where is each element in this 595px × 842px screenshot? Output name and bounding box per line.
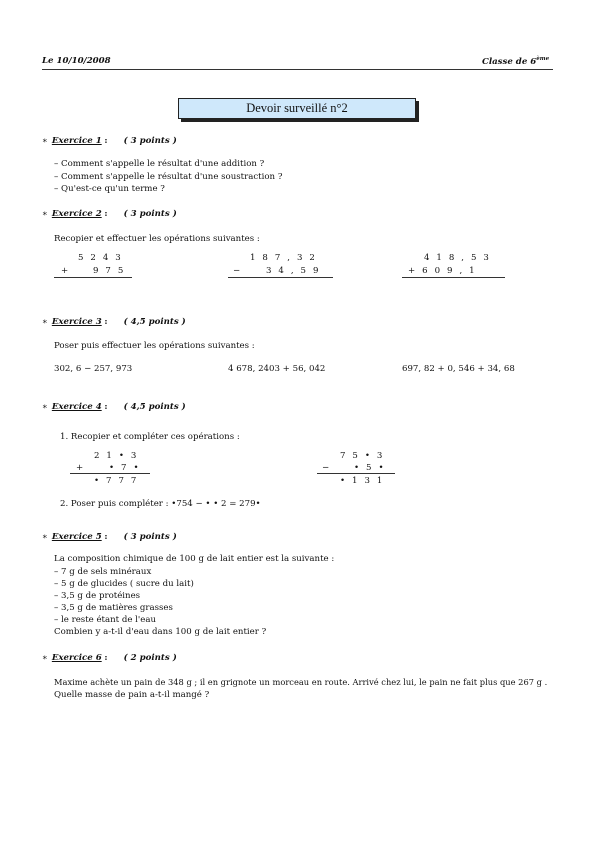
ex4-opA-mid: • 7 •	[109, 463, 140, 473]
ex2-op1-sign: +	[61, 266, 69, 276]
ex2-op1-rule	[54, 277, 132, 278]
ex2-op2-sign: −	[233, 266, 241, 276]
ex3-op-2: 4 678, 2403 + 56, 042	[228, 364, 326, 374]
header-date: Le 10/10/2008	[42, 56, 111, 66]
ex2-intro: Recopier et effectuer les opérations suivantes :	[54, 234, 260, 244]
header-class-sup: ème	[536, 56, 550, 62]
header-rule	[42, 69, 553, 70]
exercise-5-heading: ∗ Exercice 5 : ( 3 points )	[42, 532, 177, 542]
exercise-6-points: ( 2 points )	[123, 653, 177, 663]
exercise-5-label: Exercice 5	[51, 532, 102, 542]
ex1-question-3: – Qu'est-ce qu'un terme ?	[54, 184, 165, 194]
ex5-line-2: – 7 g de sels minéraux	[54, 567, 152, 577]
ex2-op2-top: 1 8 7 , 3 2	[250, 253, 316, 263]
exercise-1-points: ( 3 points )	[123, 136, 177, 146]
ex4-opB-mid: • 5 •	[354, 463, 385, 473]
exercise-2-heading: ∗ Exercice 2 : ( 3 points )	[42, 209, 177, 219]
ex3-op-3: 697, 82 + 0, 546 + 34, 68	[402, 364, 515, 374]
ex2-op3-bottom: + 6 0 9 , 1	[408, 266, 476, 276]
ex3-intro: Poser puis effectuer les opérations suivantes :	[54, 341, 255, 351]
exercise-2-label: Exercice 2	[51, 209, 102, 219]
ex5-line-7: Combien y a-t-il d'eau dans 100 g de lait entier ?	[54, 627, 267, 637]
ex4-opB-result: • 1 3 1	[340, 476, 383, 486]
exercise-6-label: Exercice 6	[51, 653, 102, 663]
ex4-opA-result: • 7 7 7	[94, 476, 137, 486]
star-bullet: ∗	[42, 317, 48, 327]
exercise-3-points: ( 4,5 points )	[123, 317, 186, 327]
star-bullet: ∗	[42, 209, 48, 219]
star-bullet: ∗	[42, 653, 48, 663]
exercise-6-heading: ∗ Exercice 6 : ( 2 points )	[42, 653, 177, 663]
header-class	[482, 56, 549, 67]
ex4-question-1: 1. Recopier et compléter ces opérations :	[60, 432, 240, 442]
exercise-5-points: ( 3 points )	[123, 532, 177, 542]
ex2-op1-top: 5 2 4 3	[78, 253, 122, 263]
ex4-opA-rule	[70, 473, 150, 474]
header-class-text: Classe de 6	[482, 56, 537, 67]
ex4-opA-top: 2 1 • 3	[94, 451, 137, 461]
ex5-line-4: – 3,5 g de protéines	[54, 591, 141, 601]
ex4-opB-sign: −	[322, 463, 330, 473]
page-title: Devoir surveillé n°2	[178, 98, 416, 119]
exercise-1-heading: ∗ Exercice 1 : ( 3 points )	[42, 136, 177, 146]
ex2-op2-rule	[228, 277, 333, 278]
star-bullet: ∗	[42, 402, 48, 412]
exercise-1-label: Exercice 1	[51, 136, 102, 146]
ex2-op3-top: 4 1 8 , 5 3	[424, 253, 490, 263]
ex5-line-1: La composition chimique de 100 g de lait entier est la suivante :	[54, 554, 335, 564]
exercise-3-label: Exercice 3	[51, 317, 102, 327]
ex1-question-2: – Comment s'appelle le résultat d'une soustraction ?	[54, 172, 283, 182]
ex5-line-3: – 5 g de glucides ( sucre du lait)	[54, 579, 194, 589]
exercise-4-heading: ∗ Exercice 4 : ( 4,5 points )	[42, 402, 186, 412]
ex4-opA-sign: +	[76, 463, 84, 473]
exercise-3-heading: ∗ Exercice 3 : ( 4,5 points )	[42, 317, 186, 327]
star-bullet: ∗	[42, 136, 48, 146]
ex5-line-6: – le reste étant de l'eau	[54, 615, 157, 625]
ex4-opB-top: 7 5 • 3	[340, 451, 383, 461]
ex4-question-2: 2. Poser puis compléter : •754 − • • 2 = 279•	[60, 499, 261, 509]
ex4-opB-rule	[317, 473, 395, 474]
ex6-line-1: Maxime achète un pain de 348 g ; il en grignote un morceau en route. Arrivé chez lui, le pain ne fait plus que 267 g .	[54, 677, 548, 687]
ex1-question-1: – Comment s'appelle le résultat d'une addition ?	[54, 159, 265, 169]
ex2-op1-bottom: 9 7 5	[93, 266, 124, 276]
ex2-op2-bottom: 3 4 , 5 9	[266, 266, 319, 276]
exercise-2-points: ( 3 points )	[123, 209, 177, 219]
ex3-op-1: 302, 6 − 257, 973	[54, 364, 133, 374]
ex5-line-5: – 3,5 g de matières grasses	[54, 603, 173, 613]
ex2-op3-rule	[402, 277, 505, 278]
star-bullet: ∗	[42, 532, 48, 542]
exercise-4-points: ( 4,5 points )	[123, 402, 186, 412]
ex6-line-2: Quelle masse de pain a-t-il mangé ?	[54, 690, 210, 700]
exercise-4-label: Exercice 4	[51, 402, 102, 412]
